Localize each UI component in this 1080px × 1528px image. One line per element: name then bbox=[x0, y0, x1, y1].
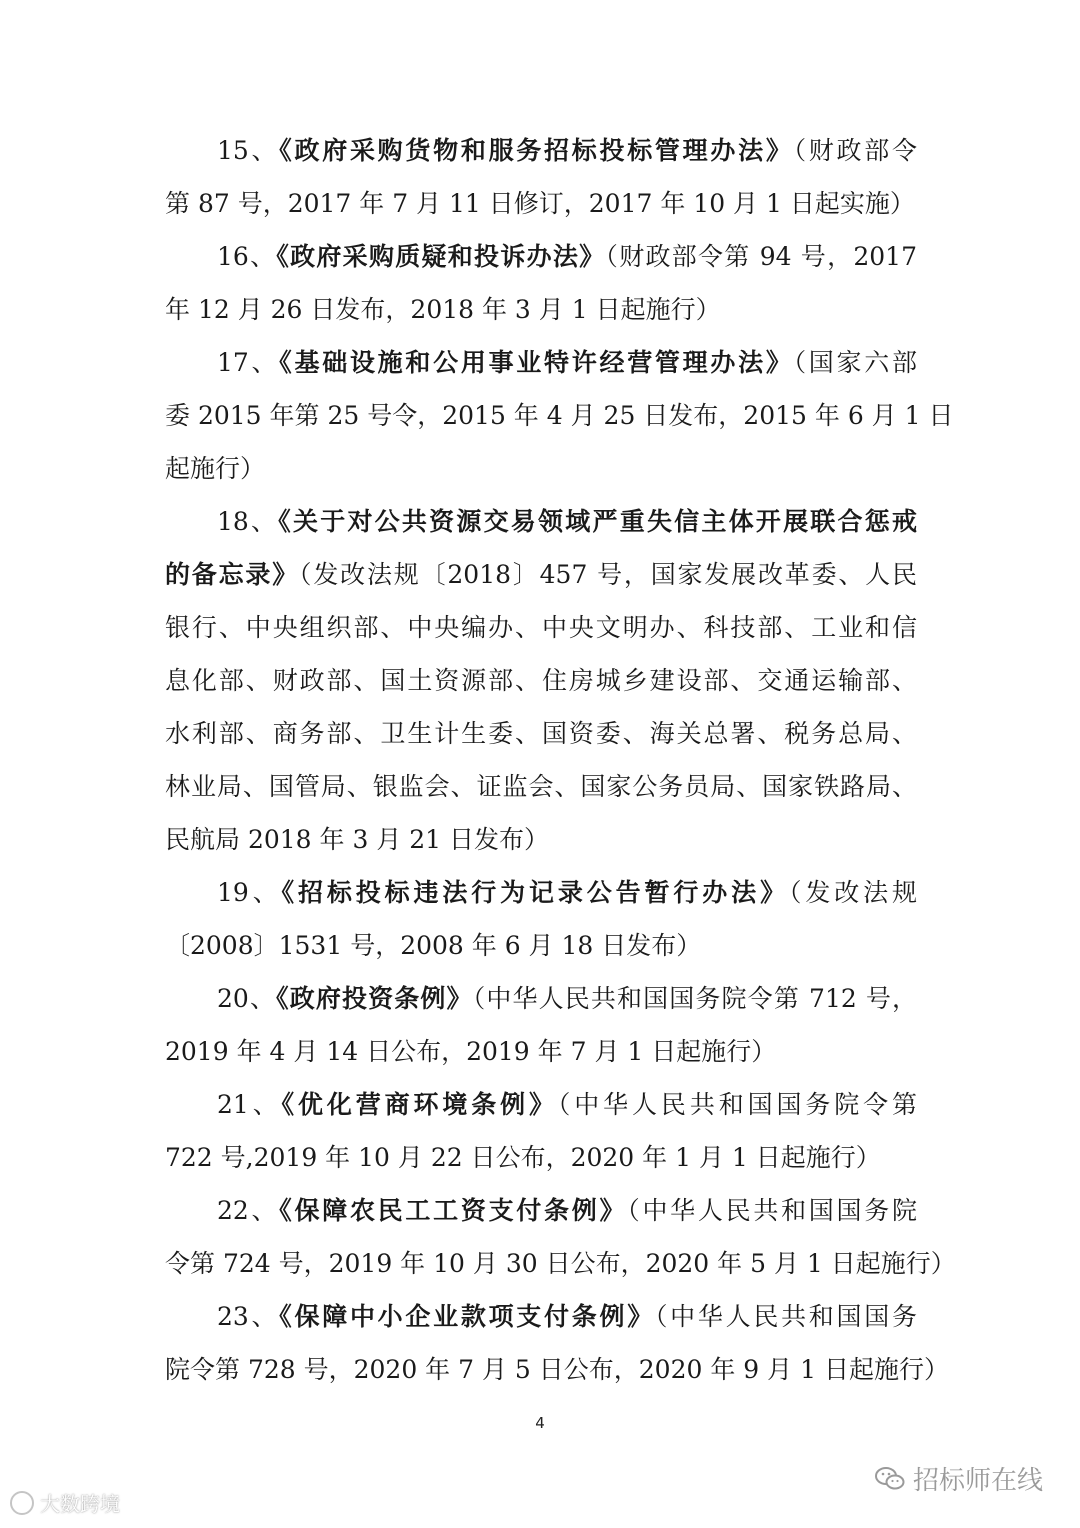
text-segment: 21、 bbox=[217, 1090, 282, 1119]
text-segment: 林业局、国管局、银监会、证监会、国家公务员局、国家铁路局、 bbox=[165, 772, 917, 801]
text-line bbox=[165, 919, 917, 972]
text-line bbox=[165, 1343, 949, 1396]
page-number: 4 bbox=[535, 1414, 545, 1432]
regulation-item bbox=[165, 336, 954, 495]
text-segment: 年 12 月 26 日发布，2018 年 3 月 1 日起施行） bbox=[165, 295, 721, 324]
text-segment: 20、 bbox=[217, 984, 277, 1013]
text-segment: 722 号,2019 年 10 月 22 日公布，2020 年 1 月 1 日起施行） bbox=[165, 1143, 881, 1172]
text-segment: 令第 724 号，2019 年 10 月 30 日公布，2020 年 5 月 1 日起施行） bbox=[165, 1249, 956, 1278]
text-segment: 委 2015 年第 25 号令，2015 年 4 月 25 日发布，2015 年 6 月 1 日 bbox=[165, 401, 954, 430]
text-segment: 民航局 2018 年 3 月 21 日发布） bbox=[165, 825, 550, 854]
regulation-title: 《保障农民工工资支付条例》 bbox=[279, 1196, 628, 1225]
text-line bbox=[165, 1290, 917, 1343]
regulation-title: 《政府采购质疑和投诉办法》 bbox=[276, 242, 606, 271]
regulation-title: 《优化营商环境条例》 bbox=[281, 1090, 558, 1119]
text-segment: （财政部令第 94 号，2017 bbox=[605, 242, 917, 271]
text-line bbox=[165, 389, 954, 442]
regulation-item bbox=[165, 495, 917, 866]
text-line bbox=[165, 548, 917, 601]
text-segment: 23、 bbox=[217, 1302, 280, 1331]
text-line bbox=[165, 1131, 917, 1184]
text-segment: （发改法规 bbox=[788, 878, 917, 907]
text-line bbox=[165, 1184, 917, 1237]
watermark-left-text: 大数跨境 bbox=[40, 1492, 120, 1516]
regulation-title: 《基础设施和公用事业特许经营管理办法》 bbox=[279, 348, 794, 377]
watermark-right bbox=[875, 1460, 1043, 1497]
text-segment: 2019 年 4 月 14 日公布，2019 年 7 月 1 日起施行） bbox=[165, 1037, 777, 1066]
text-line bbox=[165, 336, 917, 389]
text-line bbox=[165, 707, 917, 760]
regulation-item bbox=[165, 1078, 917, 1184]
text-line bbox=[165, 1025, 917, 1078]
text-line bbox=[165, 1078, 917, 1131]
text-line bbox=[165, 760, 917, 813]
text-line bbox=[165, 230, 917, 283]
text-segment: 起施行） bbox=[165, 454, 266, 483]
text-line bbox=[165, 813, 917, 866]
text-segment: 〔2008〕1531 号，2008 年 6 月 18 日发布） bbox=[165, 931, 702, 960]
text-segment: 院令第 728 号，2020 年 7 月 5 日公布，2020 年 9 月 1 日起施行） bbox=[165, 1355, 949, 1384]
text-segment: 16、 bbox=[217, 242, 277, 271]
text-segment: 15、 bbox=[217, 136, 280, 165]
regulation-item bbox=[165, 972, 917, 1078]
regulation-item bbox=[165, 1290, 949, 1396]
text-segment: 22、 bbox=[217, 1196, 280, 1225]
text-segment: （中华人民共和国国务院令第 bbox=[557, 1090, 917, 1119]
regulation-item bbox=[165, 1184, 956, 1290]
text-line bbox=[165, 442, 917, 495]
text-segment: 19、 bbox=[217, 878, 282, 907]
text-segment: 银行、中央组织部、中央编办、中央文明办、科技部、工业和信 bbox=[165, 613, 917, 642]
regulation-title: 的备忘录》 bbox=[165, 560, 300, 589]
text-line bbox=[165, 1237, 956, 1290]
watermark-right-text: 招标师在线 bbox=[913, 1466, 1044, 1496]
text-segment: 第 87 号，2017 年 7 月 11 日修订，2017 年 10 月 1 日起实施） bbox=[165, 189, 915, 218]
text-segment: （中华人民共和国国务院 bbox=[627, 1196, 917, 1225]
regulation-item bbox=[165, 230, 917, 336]
text-line bbox=[165, 654, 917, 707]
text-segment: （国家六部 bbox=[793, 348, 917, 377]
text-line bbox=[165, 124, 917, 177]
watermark-left bbox=[10, 1488, 120, 1517]
text-segment: 17、 bbox=[217, 348, 280, 377]
text-segment: 息化部、财政部、国土资源部、住房城乡建设部、交通运输部、 bbox=[165, 666, 917, 695]
text-line bbox=[165, 495, 917, 548]
text-segment: 18、 bbox=[217, 507, 279, 536]
regulation-title: 《保障中小企业款项支付条例》 bbox=[279, 1302, 655, 1331]
regulation-list bbox=[165, 124, 956, 1396]
regulation-item bbox=[165, 866, 917, 972]
text-segment: （发改法规〔2018〕457 号，国家发展改革委、人民 bbox=[299, 560, 917, 589]
regulation-item bbox=[165, 124, 917, 230]
text-segment: （财政部令 bbox=[793, 136, 917, 165]
wechat-icon bbox=[875, 1466, 905, 1492]
regulation-title: 《政府投资条例》 bbox=[276, 984, 473, 1013]
text-line bbox=[165, 177, 917, 230]
text-line bbox=[165, 972, 917, 1025]
regulation-title: 《政府采购货物和服务招标投标管理办法》 bbox=[279, 136, 794, 165]
text-line bbox=[165, 283, 917, 336]
watermark-logo-icon bbox=[10, 1491, 34, 1515]
text-segment: 水利部、商务部、卫生计生委、国资委、海关总署、税务总局、 bbox=[165, 719, 917, 748]
text-line bbox=[165, 601, 917, 654]
regulation-title: 《招标投标违法行为记录公告暂行办法》 bbox=[281, 878, 789, 907]
text-segment: （中华人民共和国国务 bbox=[654, 1302, 917, 1331]
text-line bbox=[165, 866, 917, 919]
text-segment: （中华人民共和国国务院令第 712 号， bbox=[472, 984, 917, 1013]
regulation-title: 《关于对公共资源交易领域严重失信主体开展联合惩戒 bbox=[278, 507, 917, 536]
